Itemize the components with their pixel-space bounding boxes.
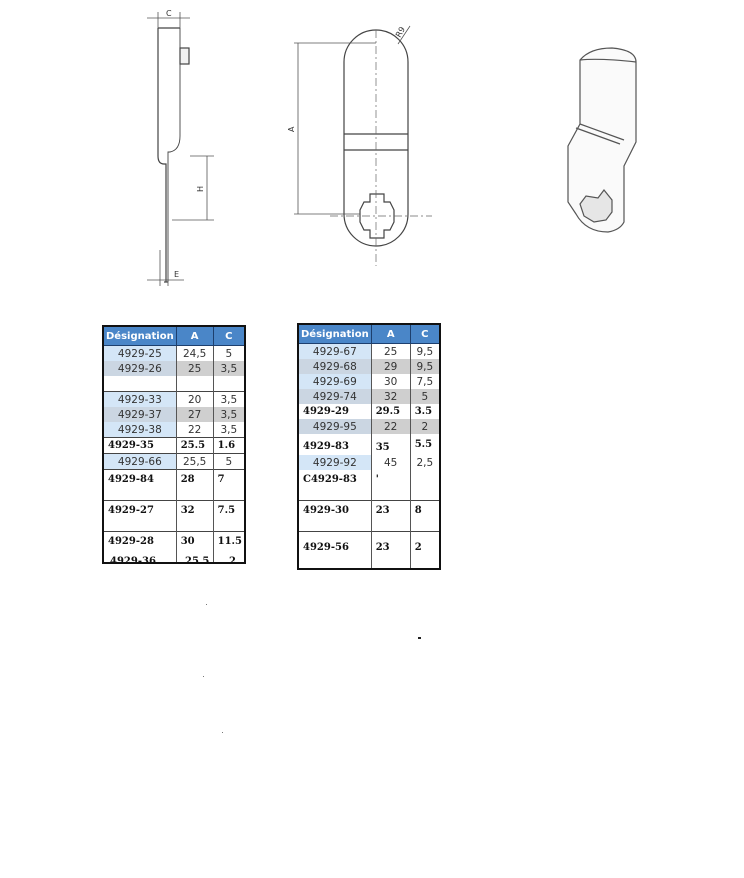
designation-table-right	[297, 323, 441, 570]
cell-designation: 4929-35	[103, 438, 176, 454]
artifact-dot	[206, 604, 207, 605]
cell-a: 25.5	[176, 438, 213, 454]
table-row	[103, 470, 245, 501]
table-row	[298, 404, 440, 419]
table-row	[103, 454, 245, 470]
extra-row-c: 2	[229, 556, 236, 567]
cell-c: 9,5	[410, 344, 440, 360]
cell-c: 5	[213, 454, 245, 470]
header-c: C	[213, 326, 245, 346]
extra-row-designation: 4929-36	[110, 556, 156, 567]
cell-designation: C4929-83	[298, 470, 371, 501]
table-spacer	[103, 376, 245, 392]
cell-a: 23	[371, 532, 410, 570]
artifact-dot	[203, 676, 204, 677]
cell-designation: 4929-84	[103, 470, 176, 501]
label-e: E	[174, 270, 180, 279]
cell-designation: 4929-69	[298, 374, 371, 389]
table-row	[298, 344, 440, 360]
cell-a: 24,5	[176, 346, 213, 362]
cell-a: 20	[176, 392, 213, 408]
cell-designation: 4929-33	[103, 392, 176, 408]
label-a: A	[287, 126, 296, 132]
table-row	[103, 422, 245, 438]
header-c: C	[410, 324, 440, 344]
cell-designation: 4929-26	[103, 361, 176, 376]
table-row	[103, 346, 245, 362]
label-h: H	[196, 185, 205, 192]
cell-designation: 4929-25	[103, 346, 176, 362]
cell-designation: 4929-74	[298, 389, 371, 404]
table-row	[298, 374, 440, 389]
cell-a: 45	[371, 455, 410, 470]
table-row	[298, 434, 440, 455]
table-row	[103, 361, 245, 376]
cell-designation: 4929-66	[103, 454, 176, 470]
table-row	[298, 501, 440, 532]
cell-c: 3,5	[213, 361, 245, 376]
cell-a: 30	[371, 374, 410, 389]
cell-c: 3.5	[410, 404, 440, 419]
cell-a: 32	[176, 501, 213, 532]
cell-c: 8	[410, 501, 440, 532]
cell-c: 2,5	[410, 455, 440, 470]
table-row	[103, 407, 245, 422]
table-row	[298, 532, 440, 570]
dimension-h	[172, 156, 214, 220]
cell-designation: 4929-56	[298, 532, 371, 570]
table-header	[298, 324, 440, 344]
cell-c: 5	[410, 389, 440, 404]
cell-designation: 4929-37	[103, 407, 176, 422]
cell-c: 2	[410, 532, 440, 570]
side-profile-view	[158, 28, 189, 282]
label-r9: R9	[393, 25, 408, 39]
center-lines	[330, 30, 432, 266]
cell-c: 3,5	[213, 422, 245, 438]
artifact-dot	[418, 637, 421, 639]
cell-c: 7.5	[213, 501, 245, 532]
table-header	[103, 326, 245, 346]
artifact-dot	[222, 732, 223, 733]
cell-designation: 4929-83	[298, 434, 371, 455]
cell-a: 29.5	[371, 404, 410, 419]
cell-c: 11.5	[213, 532, 245, 564]
cell-designation: 4929-38	[103, 422, 176, 438]
designation-table-left	[102, 325, 246, 564]
cell-a: 27	[176, 407, 213, 422]
table-row	[298, 389, 440, 404]
cell-designation: 4929-95	[298, 419, 371, 434]
table-row	[298, 359, 440, 374]
cell-a: 23	[371, 501, 410, 532]
cell-c: 3,5	[213, 392, 245, 408]
cell-c: 9,5	[410, 359, 440, 374]
table-row	[298, 419, 440, 434]
table-row	[298, 470, 440, 501]
cell-a: 22	[176, 422, 213, 438]
cell-c: 3,5	[213, 407, 245, 422]
table-row	[103, 501, 245, 532]
cell-c: 1.6	[213, 438, 245, 454]
cell-a: 25	[176, 361, 213, 376]
cell-designation: 4929-92	[298, 455, 371, 470]
header-designation: Désignation	[103, 326, 176, 346]
cell-a: 35	[371, 434, 410, 455]
cell-a: 29	[371, 359, 410, 374]
cell-c: 7,5	[410, 374, 440, 389]
cell-designation: 4929-29	[298, 404, 371, 419]
cell-c: 2	[410, 419, 440, 434]
header-a: A	[371, 324, 410, 344]
technical-drawing	[0, 0, 744, 320]
cell-a: 30	[176, 532, 213, 564]
label-c: C	[166, 9, 172, 18]
cell-a: 25	[371, 344, 410, 360]
table-row	[298, 455, 440, 470]
cell-a: 28	[176, 470, 213, 501]
cell-designation: 4929-67	[298, 344, 371, 360]
cell-designation: 4929-27	[103, 501, 176, 532]
header-a: A	[176, 326, 213, 346]
cell-a: 22	[371, 419, 410, 434]
cell-a: 32	[371, 389, 410, 404]
dimension-a	[294, 43, 376, 214]
cell-designation: 4929-68	[298, 359, 371, 374]
table-row	[103, 438, 245, 454]
isometric-view	[568, 48, 636, 232]
cell-designation: 4929-30	[298, 501, 371, 532]
extra-row-a: 25.5	[185, 556, 210, 567]
header-designation: Désignation	[298, 324, 371, 344]
cell-c: 7	[213, 470, 245, 501]
cell-c: 5	[213, 346, 245, 362]
cell-designation: 4929-28	[103, 532, 176, 564]
table-row	[103, 392, 245, 408]
cell-c	[410, 470, 440, 501]
cell-a: '	[371, 470, 410, 501]
cell-a: 25,5	[176, 454, 213, 470]
cell-c: 5.5	[410, 434, 440, 455]
